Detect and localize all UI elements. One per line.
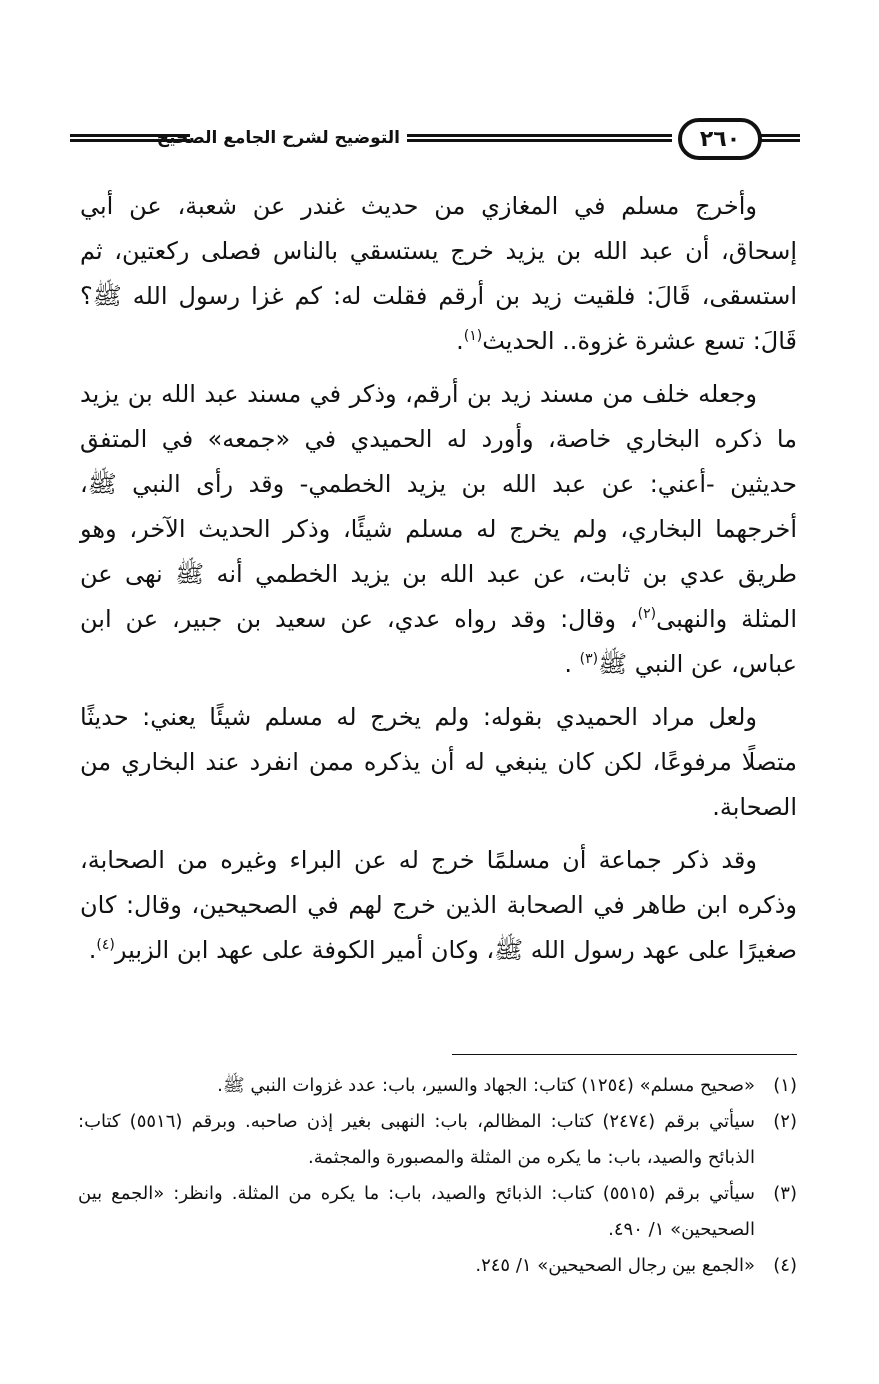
footnote-ref-2[interactable]: (٢) — [637, 606, 657, 622]
paragraph-text: وقد ذكر جماعة أن مسلمًا خرج له عن البراء وغيره من الصحابة، وذكره ابن طاهر في الصحابة الذين خرج لهم في الصحيحين، وقال: كان صغيرًا على عهد رسول الله ﷺ، وكان أمير الكوفة على عهد ابن الزبير — [80, 846, 797, 964]
footnote-number: (٣) — [773, 1183, 797, 1204]
footnote-4 — [78, 1248, 797, 1284]
footnote-3 — [78, 1176, 797, 1248]
paragraph-text: ، وقال: وقد رواه عدي، عن سعيد بن جبير، عن ابن عباس، عن النبي ﷺ — [80, 605, 797, 678]
paragraph-2 — [80, 372, 797, 687]
footnote-1 — [78, 1068, 797, 1104]
footnote-text: سيأتي برقم (٥٥١٥) كتاب: الذبائح والصيد، باب: ما يكره من المثلة. وانظر: «الجمع بين الصحيحين» ١/ ٤٩٠. — [78, 1183, 755, 1240]
paragraph-3 — [80, 695, 797, 830]
paragraph-text: وأخرج مسلم في المغازي من حديث غندر عن شعبة، عن أبي إسحاق، أن عبد الله بن يزيد خرج يستسقي بالناس فصلى ركعتين، ثم استسقى، قَالَ: فلقيت زيد بن أرقم فقلت له: كم غزا رسول الله ﷺ؟ قَالَ: تسع عشرة غزوة.. الحديث — [80, 192, 797, 355]
paragraph-1 — [80, 184, 797, 364]
footnote-ref-1[interactable]: (١) — [463, 328, 483, 344]
page-header — [60, 118, 800, 166]
paragraph-tail: . — [456, 327, 464, 355]
footnote-2 — [78, 1104, 797, 1176]
page-number: ٢٦٠ — [678, 118, 762, 160]
footnote-number: (٢) — [773, 1111, 797, 1132]
footnote-ref-4[interactable]: (٤) — [96, 937, 115, 953]
footnote-text: سيأتي برقم (٢٤٧٤) كتاب: المظالم، باب: النهبى بغير إذن صاحبه. وبرقم (٥٥١٦) كتاب: الذبائح والصيد، باب: ما يكره من المثلة والمصبورة والمجثمة. — [78, 1111, 755, 1168]
running-title: التوضيح لشرح الجامع الصحيح — [156, 128, 400, 148]
paragraph-text: وجعله خلف من مسند زيد بن أرقم، وذكر في مسند عبد الله بن يزيد ما ذكره البخاري خاصة، وأورد له الحميدي في «جمعه» في المتفق حديثين -أعني: عن عبد الله بن يزيد الخطمي- وقد رأى النبي ﷺ، أخرجهما البخاري، ولم يخرج له مسلم شيئًا، وذكر الحديث الآخر، وهو طريق عدي بن ثابت، عن عبد الله بن يزيد الخطمي أنه ﷺ نهى عن المثلة والنهبى — [80, 380, 797, 633]
footnote-separator — [452, 1054, 797, 1055]
footnote-text: «الجمع بين رجال الصحيحين» ١/ ٢٤٥. — [475, 1255, 755, 1276]
paragraph-tail: . — [88, 936, 97, 964]
footnotes — [78, 1068, 797, 1284]
header-rule-right — [756, 134, 800, 142]
footnote-number: (٤) — [773, 1255, 797, 1276]
footnote-number: (١) — [773, 1075, 797, 1096]
paragraph-4 — [80, 838, 797, 973]
footnote-ref-3[interactable]: (٣) — [579, 651, 599, 667]
paragraph-text: ولعل مراد الحميدي بقوله: ولم يخرج له مسلم شيئًا يعني: حديثًا متصلًا مرفوعًا، لكن كان ينبغي له أن يذكره ممن انفرد عند البخاري من الصحابة. — [80, 703, 797, 821]
header-rule-left — [70, 134, 190, 142]
footnote-text: «صحيح مسلم» (١٢٥٤) كتاب: الجهاد والسير، باب: عدد غزوات النبي ﷺ. — [217, 1075, 755, 1096]
header-rule-middle — [407, 134, 672, 142]
main-text — [80, 184, 797, 981]
paragraph-tail: . — [564, 650, 580, 678]
